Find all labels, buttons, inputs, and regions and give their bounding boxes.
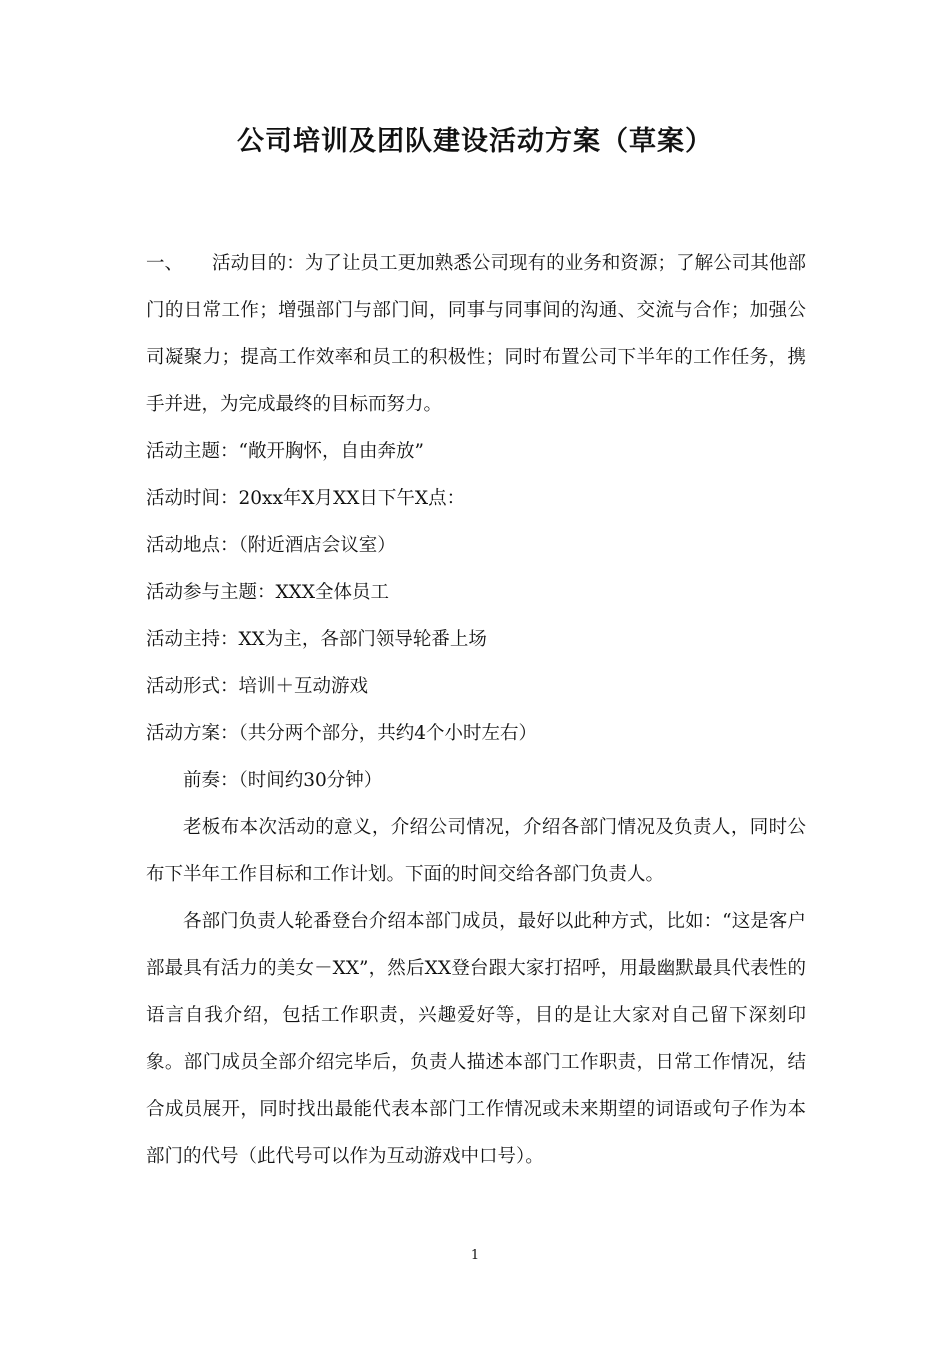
item-plan: 活动方案：（共分两个部分，共约4个小时左右）: [146, 723, 538, 744]
document-body: [146, 240, 806, 1180]
item-format: 活动形式：培训＋互动游戏: [146, 676, 369, 697]
item-time: 活动时间：20xx年X月XX日下午X点：: [146, 488, 466, 509]
paragraph-boss-intro: 老板布本次活动的意义，介绍公司情况，介绍各部门情况及负责人，同时公布下半年工作目标和工作计划。下面的时间交给各部门负责人。: [146, 817, 806, 885]
document-title: 公司培训及团队建设活动方案（草案）: [237, 126, 713, 157]
section-purpose-text: 活动目的：为了让员工更加熟悉公司现有的业务和资源；了解公司其他部门的日常工作；增强部门与部门间，同事与同事间的沟通、交流与合作；加强公司凝聚力；提高工作效率和员工的积极性；同时布置公司下半年的工作任务，携手并进，为完成最终的目标而努力。: [146, 253, 806, 415]
paragraph-department-intro: 各部门负责人轮番登台介绍本部门成员，最好以此种方式，比如：“这是客户部最具有活力的美女－XX”，然后XX登台跟大家打招呼，用最幽默最具代表性的语言自我介绍，包括工作职责，兴趣爱好等，目的是让大家对自己留下深刻印象。部门成员全部介绍完毕后，负责人描述本部门工作职责，日常工作情况，结合成员展开，同时找出最能代表本部门工作情况或未来期望的词语或句子作为本部门的代号（此代号可以作为互动游戏中口号）。: [146, 911, 806, 1167]
section-number: 一、: [146, 253, 184, 274]
item-participants: 活动参与主题：XXX全体员工: [146, 582, 390, 603]
item-theme: 活动主题：“敞开胸怀，自由奔放”: [146, 441, 424, 462]
item-location: 活动地点：（附近酒店会议室）: [146, 535, 396, 556]
page-number: 1: [470, 1248, 480, 1263]
prelude-heading: 前奏：（时间约30分钟）: [183, 770, 383, 791]
section-purpose: [146, 240, 806, 428]
item-host: 活动主持：XX为主，各部门领导轮番上场: [146, 629, 487, 650]
